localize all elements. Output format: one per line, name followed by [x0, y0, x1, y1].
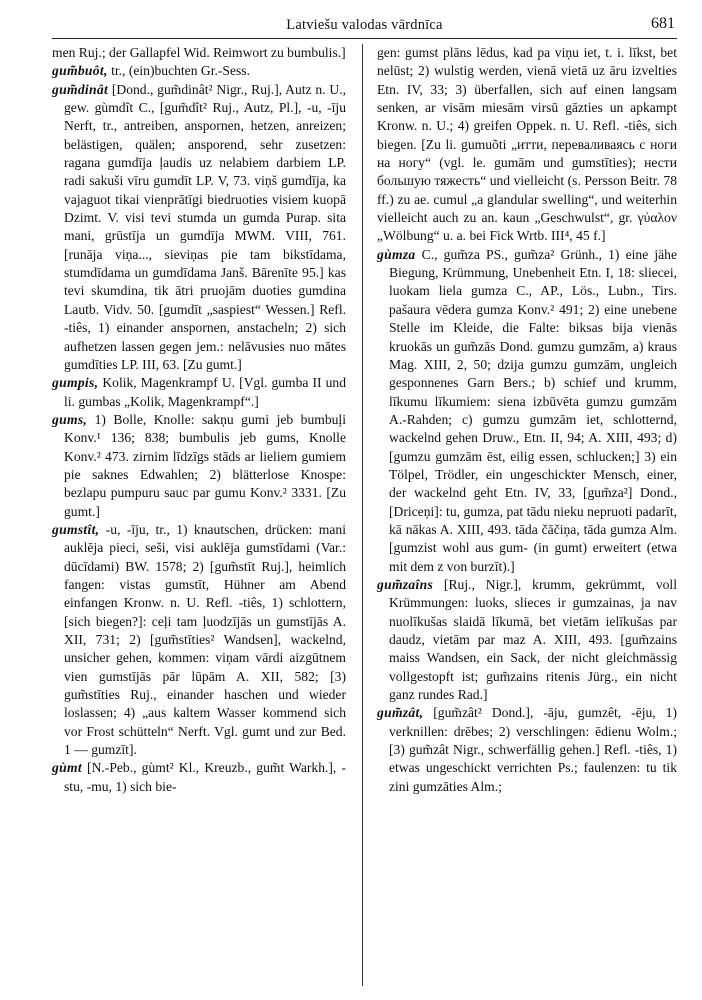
continued-text — [52, 44, 346, 62]
headword: gum̃dinât — [52, 81, 109, 97]
dictionary-entry — [52, 521, 346, 759]
headword: gum̃zaîns — [377, 576, 434, 592]
page-number: 681 — [651, 15, 675, 32]
dictionary-entry — [52, 81, 346, 375]
headword: gumpis, — [52, 375, 99, 391]
entry-text: tr., (ein)buchten Gr.-Sess. — [107, 63, 251, 79]
dictionary-entry — [377, 704, 677, 796]
entry-text: C., gum̃za PS., gum̃za² Grünh., 1) eine jähe Biegung, Krümmung, Unebenheit Etn. I, 18: sliecei, luokam liela gumza C., AP., Lös., Lubn., Tirs. pašaura vēdera gumza Konv.² 491; 2) eine unebene Stelle im Kleide, die Falte: biksas bija vienās kruokās un gum̃zās Dond. gumzu gumzām, a) kraus Mag. XIII, 2, 50; dzija gumzu gumzām, ungleich gesponnenes Garn Bers.; b) schief und krumm, līkumu līkumiem: siena izbūvēta gumzu gumzām A.-Rahden; c) gumzu gumzām iet, schlotternd, wackelnd gehen Druw., Etn. II, 94; A. XIII, 493; d) [gumzu gumzām ēst, eilig essen, schlucken;] 3) ein Tölpel, Trödler, ein ungeschickter Mensch, einer, der wackelnd geht Etn. IV, 33, [gum̃za²] Dond., [Driceņi]: tu, gumza, pat tādu nieku nepruoti padarīt, kā nākas A. XIII, 493. tāda čāčiņa, tāda gumza Alm. [gumzist wohl aus gum- (in gumt) erweitert (etwa mit dem z von burzīt).] — [389, 246, 677, 574]
headword: gum̃buôt, — [52, 63, 108, 79]
column-divider — [362, 44, 363, 986]
dictionary-entry — [377, 576, 677, 704]
page-title: Latviešu valodas vārdnīca — [286, 17, 443, 33]
page-header — [52, 12, 677, 39]
entry-text: men Ruj.; der Gallapfel Wid. Reimwort zu bumbulis.] — [52, 45, 346, 60]
entry-text: [N.-Peb., gùmt² Kl., Kreuzb., gum̃t Warkh.], -stu, -mu, 1) sich bie- — [64, 760, 346, 794]
left-column — [52, 44, 346, 796]
right-column — [377, 44, 677, 796]
entry-text: [Ruj., Nigr.], krumm, gekrümmt, voll Krümmungen: luoks, slieces ir gumzainas, ja nav nuolīkušas slaidā līkumā, bet vietām ielīkušas par daudz, vietām par maz A. XIII, 493. [gum̃zains maiss Wandsen, ein Sack, der nicht gleichmässig vollgestopft ist; gum̃zains ritenis Jürg., ein nicht ganz rundes Rad.] — [389, 576, 677, 703]
headword: gums, — [52, 411, 88, 427]
headword: gùmt — [52, 760, 82, 776]
continued-text — [377, 44, 677, 246]
entry-text: [gum̃zât² Dond.], -āju, gumzêt, -ēju, 1) verknillen: drēbes; 2) verschlingen: ēdienu Wolm.; [3) gum̃zât Nigr., schwerfällig gehen.] Refl. -tiês, 1) etwas ungeschickt verrichten Ps.; faulenzen: tu tik zini gumzāties Alm.; — [389, 705, 677, 794]
entry-text: -u, -īju, tr., 1) knautschen, drücken: mani auklēja pieci, seši, visi auklēja gumstīdami (Var.: dūcīdami) BW. 1578; 2) [gum̃stīt Ruj.], heimlich fangen: vistas gumstīt, Hühner am Abend einfangen Kronw. n. U. Refl. -tiês, 1) schlottern, [sich biegen?]: ceļi tam ļuodzījās un gumstījās A. XII, 731; 2) [gum̃stīties² Wandsen], wackelnd, unsicher gehen, kommen: viņam vārdi aizgūtnem vien gumstījās pār lūpām A. XII, 582; [3) gum̃stīties Ruj., einander haschen und wieder loslassen; 4) „aus kaltem Wasser kommend sich vor Frost schütteln“ Nerft. Vgl. gumt und zur Bed. 1 — gumzīt]. — [64, 521, 346, 758]
dictionary-entry — [52, 62, 346, 80]
entry-text: 1) Bolle, Knolle: sakņu gumi jeb bumbuļi Konv.¹ 136; 838; bumbulis jeb gums, Knolle Konv.² 473. zirnim līdzīgs stāds ar lieliem gumiem pie saknes Edwahlen; 2) blätterlose Knospe: bezlapu pumpuru sauc par gumu Konv.² 3331. [Zu gumt.] — [64, 411, 346, 519]
entry-text: gen: gumst plāns lēdus, kad pa viņu iet, t. i. līkst, bet nelūst; 2) wulstig werden, vienā vietā uz āru izvelties Etn. IV, 33; 3) überfallen, sich auf einen langsam senken, ar visām miesām virsū gāzties un apkampt Kronw. n. U.; 4) greifen Oppek. n. U. Refl. -tiês, sich biegen. [Zu li. gumuõti „итти, переваливаясь с ноги на ногу“ (vgl. le. gumām und gumstīties); нести большую тяжесть“ und vielleicht (s. Persson Beitr. 78 ff.) zu ae. cumul „a glandular swelling“, und weiterhin vielleicht auch zu an. kaun „Geschwulst“, gr. γύαλον „Wölbung“ u. a. bei Fick Wrtb. III⁴, 45 f.] — [377, 45, 677, 244]
dictionary-entry — [52, 411, 346, 521]
entry-text: [Dond., gum̃dinât² Nigr., Ruj.], Autz n. U., gew. gùmdît C., [gum̃dît² Ruj., Autz, Pl.], -u, -īju Nerft, tr., antreiben, anspornen, hetzen, anreizen; belästigen, quälen; ansporend, sehr zusetzen: ragana gumdīja ļaudis uz nelabiem darbiem LP. radi sakuši vīru gumdīt LP. V, 73. viņš gumdīja, ka vajaguot tikai vienprātīgi biedruoties visiem kuopā Dzimt. V. visi tevi stumda un gumda Purap. sita mani, grūstīja un gumdīja MWM. VIII, 761. [runāja viņa..., sieviņas pie tam bikstīdama, stumdīdama un gumdīdama Janš. Bārenīte 95.] kas tevi skumdina, tik ātri pruojām duoties gumdina Lautb. Vidv. 50. [gumdīt „saspiest“ Wessen.] Refl. -tiês, 1) einander anspornen, anstacheln; 2) sich aufhetzen lassen gegen jem.: nelāvusies nuo mātes gumdīties LP. III, 63. [Zu gumt.] — [64, 81, 346, 372]
headword: gum̃zât, — [377, 705, 424, 721]
dictionary-entry — [52, 759, 346, 796]
dictionary-entry — [52, 374, 346, 411]
dictionary-entry — [377, 246, 677, 576]
headword: gumstît, — [52, 521, 100, 537]
entry-text: Kolik, Magenkrampf U. [Vgl. gumba II und li. gumbas „Kolik, Magenkrampf“.] — [64, 375, 346, 409]
headword: gùmza — [377, 246, 416, 262]
